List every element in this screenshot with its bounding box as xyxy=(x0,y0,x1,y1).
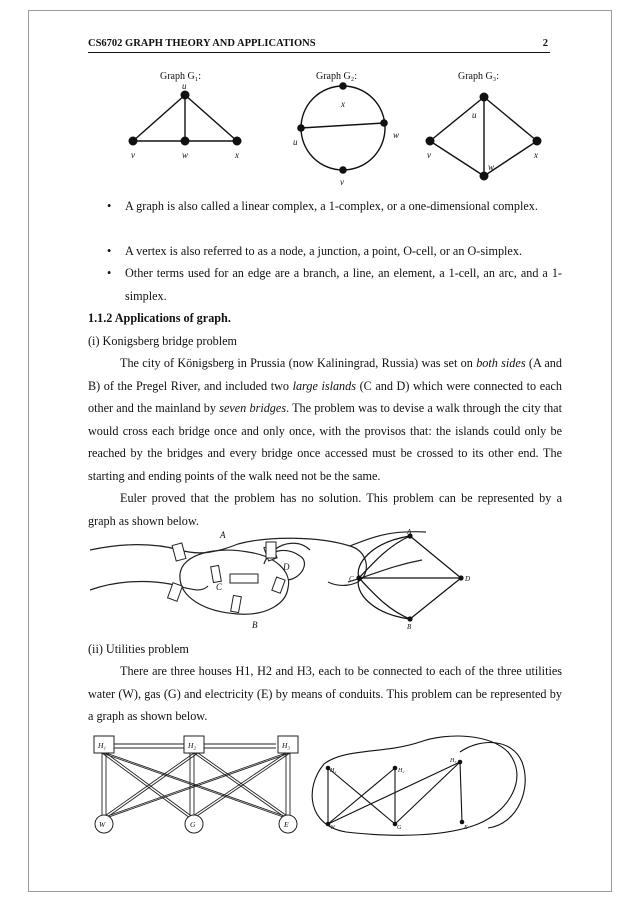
g3-edge xyxy=(484,97,537,141)
g3-vertex-u xyxy=(480,93,488,101)
g1-vertex-u xyxy=(181,91,189,99)
bullet-symbol: • xyxy=(107,244,112,258)
para-text: (C and D) which were connected to each other and the mainland by xyxy=(88,378,563,415)
kg-edge xyxy=(359,536,410,578)
figure-three-graphs xyxy=(88,62,562,194)
konigsberg-paragraph xyxy=(88,352,562,487)
g3-label-v: v xyxy=(427,150,431,160)
g3-edge xyxy=(430,141,484,176)
p-utility-e xyxy=(460,820,465,825)
bridge xyxy=(172,543,186,561)
p-label-h3: H₃ xyxy=(450,758,457,764)
g1-label-w: w xyxy=(182,150,189,160)
kg-label-b: B xyxy=(407,623,412,631)
bridge xyxy=(211,565,222,582)
graph-g3 xyxy=(426,93,541,180)
g3-label-x: x xyxy=(534,150,538,160)
bullet-text: Other terms used for an edge are a branch, a line, an element, a 1-cell, an arc, and a 1-simplex. xyxy=(125,266,562,303)
bridge xyxy=(168,583,183,601)
map-label-a: A xyxy=(220,530,226,540)
g1-title: Graph G₁: xyxy=(160,71,201,82)
g3-vertex-v xyxy=(426,137,434,145)
bridge xyxy=(272,577,285,593)
section-heading: 1.1.2 Applications of graph. xyxy=(88,311,231,325)
p-house-h3 xyxy=(458,760,463,765)
g3-vertex-w xyxy=(480,172,488,180)
konigsberg-map xyxy=(90,532,426,615)
g1-vertex-w xyxy=(181,137,189,145)
g3-vertex-x xyxy=(533,137,541,145)
kg-label-d: D xyxy=(465,575,471,583)
bridge xyxy=(266,542,276,558)
p-label-w: W xyxy=(330,825,335,831)
label-h3: H₃ xyxy=(282,741,291,750)
g2-vertex-w xyxy=(380,119,388,127)
kg-edge xyxy=(410,578,461,619)
g1-edge xyxy=(133,95,185,141)
g1-label-x: x xyxy=(235,150,239,160)
course-title: CS6702 GRAPH THEORY AND APPLICATIONS xyxy=(88,38,316,49)
bullet-symbol: • xyxy=(107,199,112,213)
konigsberg-graph xyxy=(358,536,461,619)
g1-vertex-x xyxy=(233,137,241,145)
euler-paragraph: Euler proved that the problem has no solution. This problem can be represented by a graph as shown below. xyxy=(88,491,562,528)
kg-edge xyxy=(410,536,461,578)
bridge xyxy=(231,595,242,612)
page-header xyxy=(88,36,550,53)
g2-vertex-v xyxy=(339,166,347,174)
p-label-g: G xyxy=(397,825,402,831)
graph-g1 xyxy=(129,91,241,145)
map-label-b: B xyxy=(252,620,258,630)
bullet-text: A graph is also called a linear complex, a 1-complex, or a one-dimensional complex. xyxy=(125,199,538,213)
bridge xyxy=(230,574,258,583)
kg-vertex-b xyxy=(407,616,412,621)
g2-title: Graph G₂: xyxy=(316,71,357,82)
page-number: 2 xyxy=(542,38,548,49)
bullet-symbol: • xyxy=(107,266,112,280)
para-text: . The problem was to devise a walk through the city that would cross each bridge once and only once, with the provisos that: the islands could only be reached by the bridges and every bridge once accessed must be crossed to its other end. The starting and ending points of the walk need not be the same. xyxy=(88,401,562,483)
g1-label-u: u xyxy=(182,81,187,91)
label-w: W xyxy=(99,820,106,829)
para-emphasis: large islands xyxy=(292,378,356,393)
g3-label-w: w xyxy=(488,162,495,172)
g1-vertex-v xyxy=(129,137,137,145)
g2-label-x: x xyxy=(341,99,345,109)
g2-label-v: v xyxy=(340,177,344,187)
g2-edge xyxy=(301,123,384,128)
para-text: (A and B) of the Pregel River, and included two xyxy=(88,356,562,393)
p-house-h2 xyxy=(393,766,398,771)
bullet-item xyxy=(107,262,562,307)
label-h2: H₂ xyxy=(188,741,197,750)
para-text: The city of Königsberg in Prussia (now Kaliningrad, Russia) was set on xyxy=(120,356,477,370)
p-label-h1: H₁ xyxy=(330,768,337,774)
g3-title: Graph G₃: xyxy=(458,71,499,82)
g1-edge xyxy=(185,95,237,141)
figure-konigsberg xyxy=(88,528,562,632)
p-label-e: E xyxy=(464,825,468,831)
bullet-item xyxy=(107,240,562,263)
label-h1: H₁ xyxy=(98,741,107,750)
konigsberg-bridges xyxy=(168,542,286,613)
bullet-text: A vertex is also referred to as a node, a junction, a point, O-cell, or an O-simplex. xyxy=(125,244,522,258)
label-g: G xyxy=(190,820,196,829)
map-label-d: D xyxy=(283,562,290,572)
g2-label-u: u xyxy=(293,137,298,147)
utilities-paragraph: There are three houses H1, H2 and H3, each to be connected to each of the three utilities water (W), gas (G) and electricity (E) by means of conduits. This problem can be represented by a graph as shown below. xyxy=(88,664,562,723)
kg-vertex-c xyxy=(356,575,361,580)
subheading-utilities: (ii) Utilities problem xyxy=(88,642,189,656)
g3-label-u: u xyxy=(472,110,477,120)
map-label-c: C xyxy=(216,582,223,592)
kg-label-a: A xyxy=(407,528,412,536)
utilities-planar xyxy=(312,736,525,835)
para-emphasis: both sides xyxy=(476,356,526,370)
p-label-h2: H₂ xyxy=(398,768,405,774)
utilities-bipartite xyxy=(102,744,290,818)
kg-edge xyxy=(358,578,410,619)
g2-vertex-u xyxy=(297,124,305,132)
g1-label-v: v xyxy=(131,150,135,160)
para-emphasis: seven bridges xyxy=(219,401,287,415)
kg-vertex-d xyxy=(458,575,463,580)
figure-utilities xyxy=(88,728,562,840)
subheading-konigsberg: (i) Konigsberg bridge problem xyxy=(88,334,238,348)
label-e: E xyxy=(284,820,289,829)
g2-vertex-x xyxy=(339,82,347,90)
bullet-item xyxy=(107,195,562,218)
kg-label-c: C xyxy=(349,575,354,583)
g2-label-w: w xyxy=(393,130,400,140)
